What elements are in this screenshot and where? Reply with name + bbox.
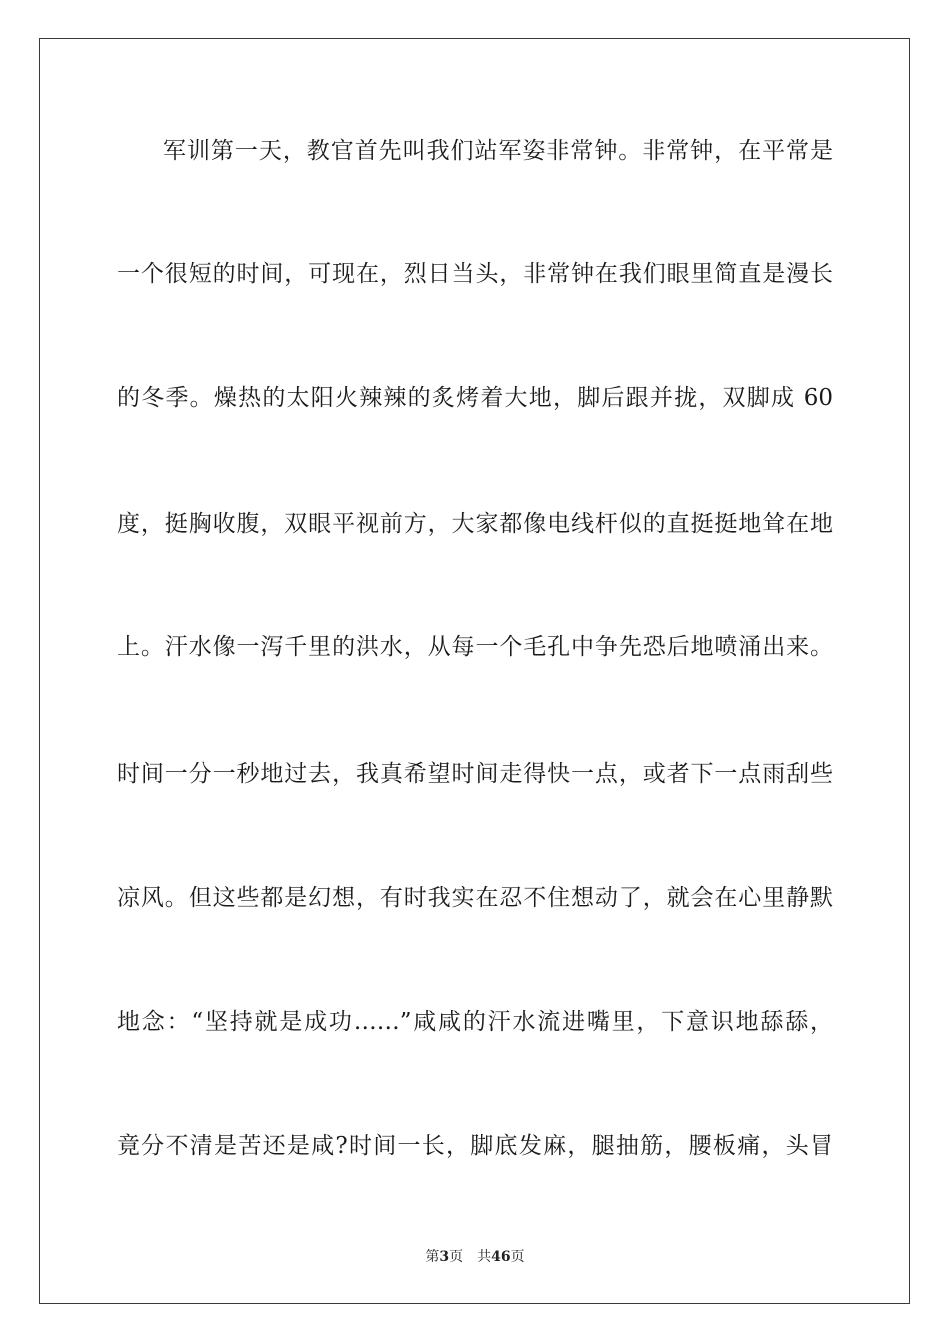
body-line-8: 地念：“坚持就是成功……”咸咸的汗水流进嘴里，下意识地舔舔， bbox=[117, 1009, 833, 1035]
body-line-3: 的冬季。燥热的太阳火辣辣的炙烤着大地，脚后跟并拢，双脚成 60 bbox=[117, 385, 833, 411]
page-footer bbox=[0, 1247, 950, 1267]
total-pages: 46 bbox=[491, 1249, 511, 1265]
body-line-4: 度，挺胸收腹，双眼平视前方，大家都像电线杆似的直挺挺地耸在地 bbox=[117, 511, 833, 537]
body-line-6: 时间一分一秒地过去，我真希望时间走得快一点，或者下一点雨刮些 bbox=[117, 761, 833, 787]
body-line-9: 竟分不清是苦还是咸?时间一长，脚底发麻，腿抽筋，腰板痛，头冒 bbox=[117, 1133, 833, 1159]
total-prefix: 共 bbox=[477, 1249, 492, 1265]
page-suffix: 页 bbox=[449, 1249, 464, 1265]
body-line-2: 一个很短的时间，可现在，烈日当头，非常钟在我们眼里简直是漫长 bbox=[117, 261, 833, 287]
page-border bbox=[39, 38, 910, 1304]
page-prefix: 第 bbox=[425, 1249, 440, 1265]
body-line-7: 凉风。但这些都是幻想，有时我实在忍不住想动了，就会在心里静默 bbox=[117, 885, 833, 911]
body-line-1: 军训第一天，教官首先叫我们站军姿非常钟。非常钟，在平常是 bbox=[163, 138, 833, 164]
body-line-5: 上。汗水像一泻千里的洪水，从每一个毛孔中争先恐后地喷涌出来。 bbox=[117, 634, 833, 660]
page-number: 3 bbox=[439, 1249, 450, 1265]
total-suffix: 页 bbox=[510, 1249, 525, 1265]
